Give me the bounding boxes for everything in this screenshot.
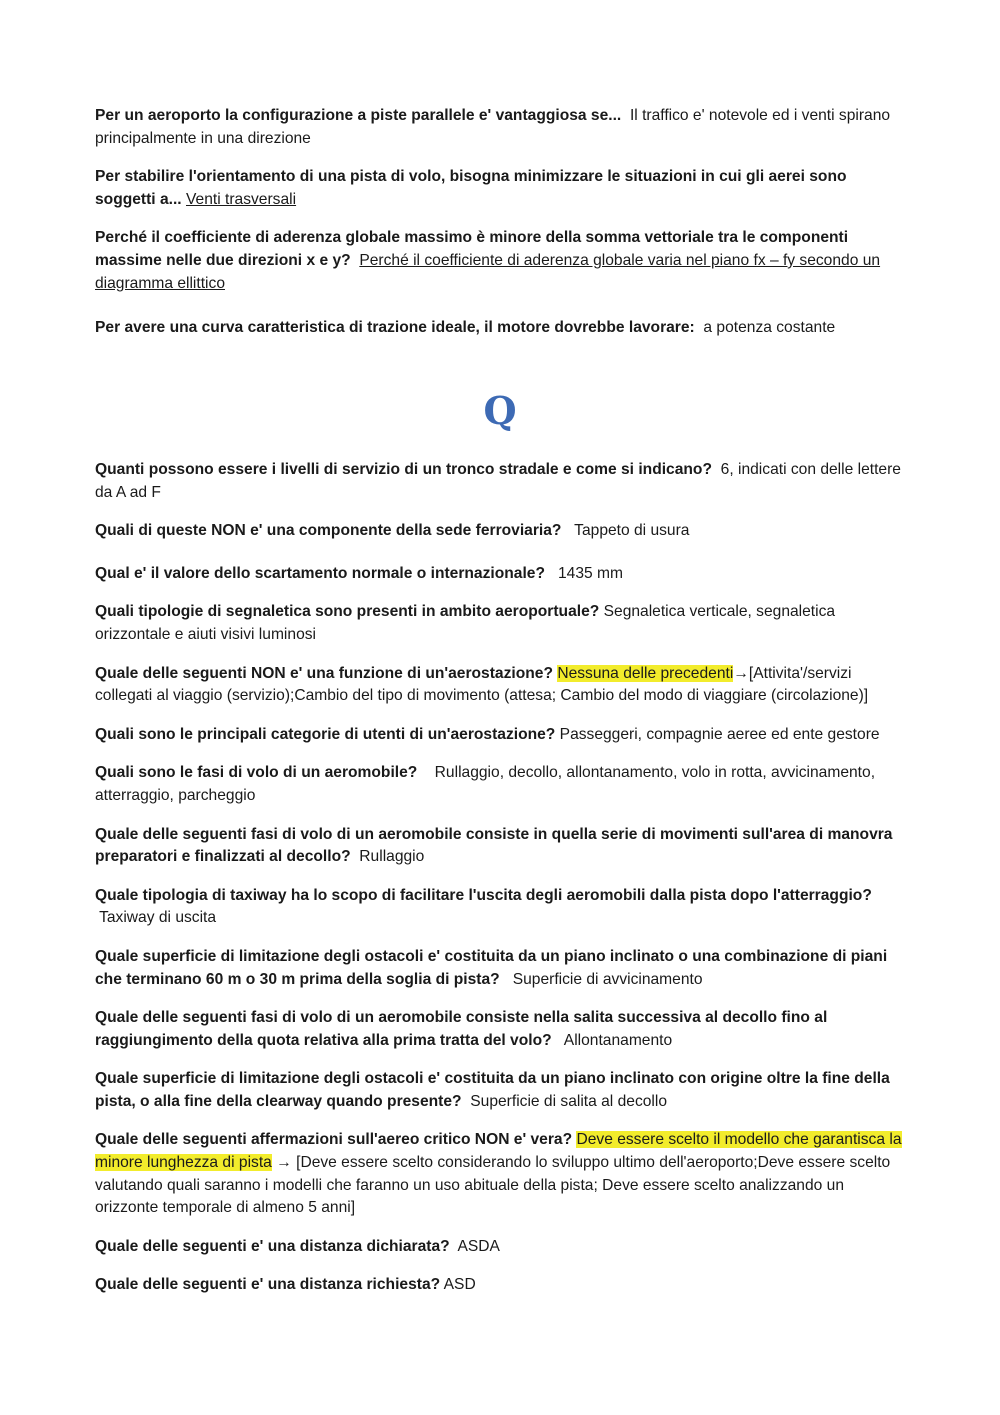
qa-entry: [95, 166, 907, 211]
qa-entry: [95, 1236, 907, 1259]
section-letter-heading: Q: [483, 388, 517, 433]
question-text: Quale delle seguenti fasi di volo di un aeromobile consiste in quella serie di movimenti sull'area di manovra preparatori e finalizzati al decollo?: [95, 825, 893, 866]
question-text: Quali tipologie di segnaletica sono presenti in ambito aeroportuale?: [95, 603, 600, 621]
qa-entry: [95, 1068, 907, 1113]
question-text: Quale delle seguenti fasi di volo di un aeromobile consiste nella salita successiva al decollo fino al raggiungimento della quota relativa alla prima tratta del volo?: [95, 1009, 828, 1049]
separator: [545, 565, 558, 582]
answer-text: Venti trasversali: [186, 190, 297, 208]
qa-entry: [95, 946, 907, 991]
question-text: Qual e' il valore dello scartamento normale o internazionale?: [95, 564, 545, 582]
qa-entry: [95, 105, 907, 150]
arrow-icon: →: [271, 1154, 297, 1172]
answer-note: [Deve essere scelto considerando lo sviluppo ultimo dell'aeroporto;Deve essere scelto valutando quali saranno i modelli che faranno un uso abituale della pista; Deve essere scelto analizzando un orizzonte temporale di almeno 5 anni]: [95, 1154, 891, 1217]
qa-entry: [95, 1274, 907, 1297]
answer-text: Passeggeri, compagnie aeree ed ente gestore: [559, 725, 880, 743]
qa-entry: [95, 1007, 907, 1052]
answer-text: Taxiway di uscita: [99, 909, 217, 927]
qa-entry: [95, 663, 907, 708]
qa-entry: [95, 563, 907, 586]
qa-entry: [95, 520, 907, 543]
answer-text: ASD: [443, 1276, 476, 1294]
answer-text: a potenza costante: [703, 319, 836, 337]
qa-entry: [95, 601, 907, 646]
question-text: Quali sono le fasi di volo di un aeromobile?: [95, 764, 418, 782]
separator: [500, 971, 513, 988]
qa-entry: [95, 227, 907, 295]
separator: [462, 1093, 471, 1110]
highlighted-answer: Deve essere scelto il modello che garantisca la minore lunghezza di pista: [95, 1131, 902, 1172]
question-text: Quale superficie di limitazione degli ostacoli e' costituita da un piano inclinato o una combinazione di piani che terminano 60 m o 30 m prima della soglia di pista?: [95, 947, 888, 988]
question-text: Quale delle seguenti affermazioni sull'aereo critico NON e' vera?: [95, 1131, 573, 1149]
section-p: [95, 105, 907, 356]
answer-text: Rullaggio: [359, 848, 425, 866]
question-text: Quale delle seguenti e' una distanza richiesta?: [95, 1276, 441, 1294]
answer-note: [Attivita'/servizi collegati al viaggio (servizio);Cambio del tipo di movimento (attesa; Cambio del modo di viaggiare (circolazione)]: [95, 664, 869, 705]
question-text: Quale delle seguenti NON e' una funzione di un'aerostazione?: [95, 664, 553, 682]
question-text: Per stabilire l'orientamento di una pista di volo, bisogna minimizzare le situazioni in cui gli aerei sono soggetti a...: [95, 168, 847, 208]
question-text: Quale delle seguenti e' una distanza dichiarata?: [95, 1237, 450, 1255]
separator: [561, 522, 574, 539]
question-text: Quali sono le principali categorie di utenti di un'aerostazione?: [95, 725, 556, 743]
separator: [417, 764, 434, 781]
qa-entry: [95, 762, 907, 807]
answer-text: ASDA: [457, 1237, 500, 1255]
highlighted-answer: Nessuna delle precedenti: [557, 664, 734, 682]
answer-text: Superficie di salita al decollo: [470, 1092, 668, 1110]
answer-text: Segnaletica verticale, segnaletica orizzontale e aiuti visivi luminosi: [95, 603, 836, 643]
answer-text: 6, indicati con delle lettere da A ad F: [95, 461, 901, 501]
answer-text: Allontanamento: [563, 1031, 673, 1049]
section-q: [95, 459, 907, 1313]
answer-text: Perché il coefficiente di aderenza globale varia nel piano fx – fy secondo un diagramma ellittico: [95, 251, 881, 292]
question-text: Perché il coefficiente di aderenza globale massimo è minore della somma vettoriale tra le componenti massime nelle due direzioni x e y?: [95, 229, 849, 269]
question-text: Quale superficie di limitazione degli ostacoli e' costituita da un piano inclinato con origine oltre la fine della pista, o alla fine della clearway quando presente?: [95, 1070, 890, 1110]
question-text: Quale tipologia di taxiway ha lo scopo di facilitare l'uscita degli aeromobili dalla pista dopo l'atterraggio?: [95, 886, 872, 904]
separator: [351, 848, 360, 865]
qa-entry: [95, 824, 907, 869]
qa-entry: [95, 1129, 907, 1219]
qa-entry: [95, 317, 907, 340]
separator: [712, 461, 721, 478]
separator: [552, 1032, 564, 1049]
question-text: Quali di queste NON e' una componente della sede ferroviaria?: [95, 522, 562, 540]
question-text: Per un aeroporto la configurazione a piste parallele e' vantaggiosa se...: [95, 107, 622, 124]
separator: [621, 107, 630, 124]
qa-entry: [95, 724, 907, 747]
question-text: Per avere una curva caratteristica di trazione ideale, il motore dovrebbe lavorare:: [95, 319, 695, 337]
answer-text: Il traffico e' notevole ed i venti spirano principalmente in una direzione: [95, 107, 891, 147]
answer-text: Rullaggio, decollo, allontanamento, volo in rotta, avvicinamento, atterraggio, parcheggio: [95, 764, 876, 804]
answer-text: 1435 mm: [558, 564, 624, 582]
question-text: Quanti possono essere i livelli di servizio di un tronco stradale e come si indicano?: [95, 461, 712, 478]
arrow-icon: →: [733, 664, 749, 682]
answer-text: Superficie di avvicinamento: [512, 970, 703, 988]
answer-text: Tappeto di usura: [574, 522, 690, 540]
qa-entry: [95, 459, 907, 504]
qa-entry: [95, 885, 907, 930]
